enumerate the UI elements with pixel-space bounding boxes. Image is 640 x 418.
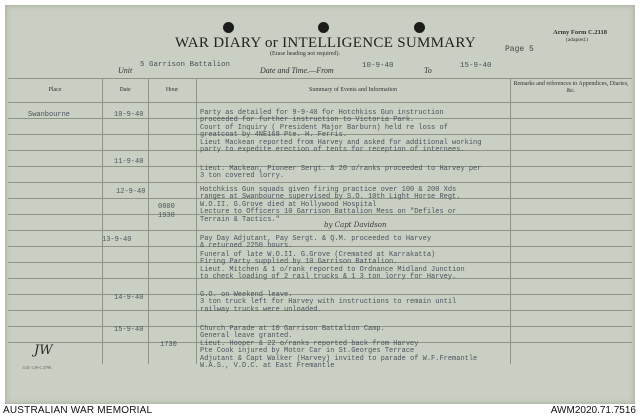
archive-reference: AWM2020.71.7516 [550,405,636,416]
entry-line: party to expedite erection of tents for reception of internees. [200,146,465,155]
date-time-label: Date and Time.—From [260,66,334,75]
hour-summary-divider [196,78,197,364]
page-number: Page 5 [505,45,534,54]
hour-cell: 1930 [158,212,175,220]
row-rule [8,230,632,231]
diary-entry [200,326,477,370]
date-hour-divider [148,78,149,364]
entry-line: 3 ton covered lorry. [200,172,285,181]
place-cell: Swanbourne [28,111,71,119]
punch-hole-right [414,22,425,33]
form-title: WAR DIARY or INTELLIGENCE SUMMARY [175,35,477,51]
entry-line: Court of Inquiry ( President Major Barburn) held re loss of [200,123,448,132]
entry-line: W.O.II. G.Grove died at Hollywood Hospital [200,200,377,209]
punch-hole-left [223,22,234,33]
date-cell: 10-9-40 [114,111,144,119]
summary-remarks-divider [510,78,511,364]
date-to: 15-9-40 [460,62,492,70]
column-header-hour: Hour [165,87,179,93]
date-cell: 15-9-40 [114,326,144,334]
column-header-summary: Summary of Events and Information [309,87,397,93]
entry-line: W.A.S., V.D.C. at East Fremantle [200,362,335,371]
archive-name: AUSTRALIAN WAR MEMORIAL [3,405,153,416]
entry-line: greatcoat by 4NE168 Pte. H. Ferris. [200,131,348,140]
entry-line: Hotchkiss Gun squads given firing practice over 100 & 200 Xds [200,186,457,194]
date-from: 10-9-40 [362,62,394,70]
entry-line: Party as detailed for 9-9-40 for Hotchkiss Gun instruction [200,109,444,117]
archive-footer [0,404,640,418]
diary-entry [200,292,456,314]
entry-line: 3 ton truck left for Harvey with instructions to remain until [200,298,457,307]
entry-line: Lieut. Hooper & 22 o/ranks reported back from Harvey [200,339,419,348]
diary-entry [200,110,481,154]
date-cell: 11-9-40 [114,158,144,166]
row-rule [8,182,632,183]
entry-line: G.O. on Weekend leave. [200,291,293,299]
army-form-adapted: (adapted.) [566,37,589,43]
unit-value: 5 Garrison Battalion [140,61,231,69]
column-header-date: Date [119,87,131,93]
column-header-place: Place [48,87,62,93]
army-form-number: Army Form C.2118 [553,29,607,36]
entry-line: Lieut. Mackean, Pioneer Sergt. & 20 o/ranks proceeded to Harvey per [200,165,482,173]
hour-cell: 0800 [158,203,175,211]
date-cell: 13-9-40 [102,236,132,244]
to-label: To [424,66,432,75]
date-cell: 14-9-40 [114,294,144,302]
entry-line: ranges at Swanbourne supervised by S.O. 10th Light Horse Regt. [200,193,461,202]
entry-line: to check loading of 2 rail trucks & 1 3 ton lorry for Harvey. [200,273,457,282]
entry-line: Terrain & Tactics." [200,215,280,224]
column-header-remarks: Remarks and references to Appendices, Diaries, &c. [513,81,629,94]
handwritten-signature: by Capt Davidson [324,221,387,229]
diary-entry [200,166,481,181]
place-date-divider [102,78,103,364]
entry-line: Adjutant & Capt Walker (Harvey) invited to parade of W.F.Fremantle [200,354,478,363]
punch-hole-middle [318,22,329,33]
entry-line: & returned 2250 hours. [200,242,293,251]
handwritten-initials: JW [34,343,53,358]
printer-mark: 1141-1.39-C.4790. [22,365,53,370]
entry-line: Funeral of late W.O.II. G.Grove (Cremated at Karrakatta) [200,251,436,259]
entry-line: Firing Party supplied by 10 Garrison Battalion. [200,258,398,267]
entry-line: Lieut. Mitchen & 1 o/rank reported to Ordnance Midland Junction [200,265,465,274]
entry-line: proceeded for further instruction to Victoria Park. [200,116,415,125]
diary-entry [200,236,431,251]
entry-line: Pte Cook injured by Motor Car in St.Georges Terrace [200,347,415,356]
diary-entry [200,252,465,282]
entry-line: Pay Day Adjutant, Pay Sergt. & Q.M. proceeded to Harvey [200,235,432,243]
unit-label: Unit [118,66,133,75]
diary-entry [200,187,460,224]
entry-line: railway trucks were unloaded. [200,305,322,314]
form-subtitle: (Erase heading not required). [270,51,340,57]
entry-line: General leave granted. [200,332,293,341]
entry-line: Lecture to Officers 10 Garrison Battalion Mess on "Defiles or [200,208,457,217]
entry-line: Church Parade at 10 Garrison Battalion Camp. [200,325,385,333]
date-cell: 12-9-40 [116,188,146,196]
hour-cell: 1730 [160,341,177,349]
entry-line: Lieut Mackean reported from Harvey and asked for additional working [200,138,482,147]
